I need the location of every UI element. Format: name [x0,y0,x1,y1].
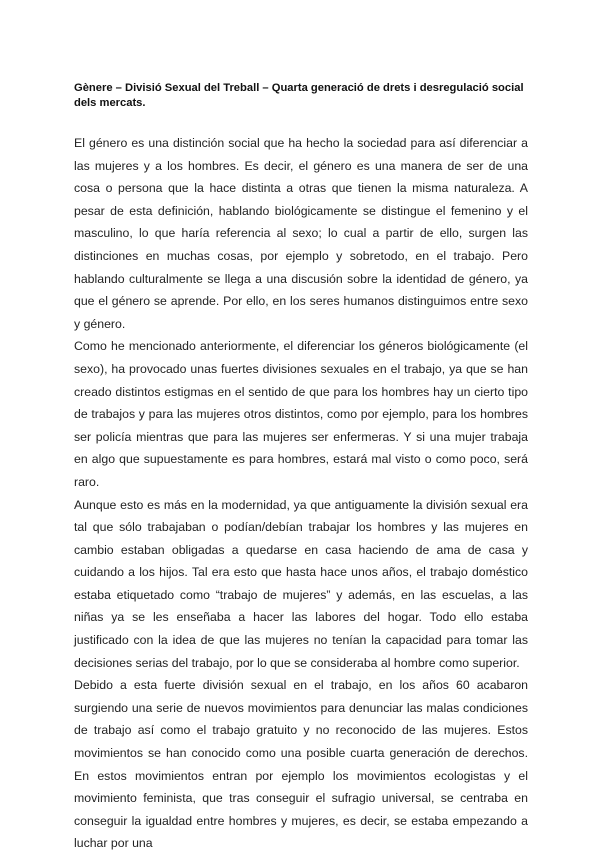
document-title: Gènere – Divisió Sexual del Treball – Quarta generació de drets i desregulació social dels mercats. [74,82,524,109]
paragraph-4: Debido a esta fuerte división sexual en el trabajo, en los años 60 acabaron surgiendo una serie de nuevos movimientos para denunciar las malas condiciones de trabajo así como el trabajo gratuito y no reconocido de las mujeres. Estos movimientos se han conocido como una posible cuarta generación de derechos. En estos movimientos entran por ejemplo los movimientos ecologistas y el movimiento feminista, que tras conseguir el sufragio universal, se centraba en conseguir la igualdad entre hombres y mujeres, es decir, se estaba empezando a luchar por una [74,678,528,851]
paragraph-1: El género es una distinción social que ha hecho la sociedad para así diferenciar a las mujeres y a los hombres. Es decir, el género es una manera de ser de una cosa o persona que la hace distinta a otras que tienen la misma naturaleza. A pesar de esta definición, hablando biológicamente se distingue el femenino y el masculino, lo que haría referencia al sexo; lo cual a partir de ello, surgen las distinciones en muchas cosas, por ejemplo y sobretodo, en el trabajo. Pero hablando culturalmente se llega a una discusión sobre la identidad de género, ya que el género se aprende. Por ello, en los seres humanos distinguimos entre sexo y género. [74,136,528,331]
paragraph-2: Como he mencionado anteriormente, el diferenciar los géneros biológicamente (el sexo), ha provocado unas fuertes divisiones sexuales en el trabajo, ya que se han creado distintos estigmas en el sentido de que para los hombres hay un cierto tipo de trabajos y para las mujeres otros distintos, como por ejemplo, para los hombres ser policía mientras que para las mujeres ser enfermeras. Y si una mujer trabaja en algo que supuestamente es para hombres, estará mal visto o como poco, será raro. [74,339,528,489]
document-body [74,132,528,855]
paragraph-3: Aunque esto es más en la modernidad, ya que antiguamente la división sexual era tal que sólo trabajaban o podían/debían trabajar los hombres y las mujeres en cambio estaban obligadas a quedarse en casa haciendo de ama de casa y cuidando a los hijos. Tal era esto que hasta hace unos años, el trabajo doméstico estaba etiquetado como “trabajo de mujeres” y además, en las escuelas, a las niñas ya se les enseñaba a hacer las labores del hogar. Todo ello estaba justificado con la idea de que las mujeres no tenían la capacidad para tomar las decisiones serias del trabajo, por lo que se consideraba al hombre como superior. [74,497,528,670]
